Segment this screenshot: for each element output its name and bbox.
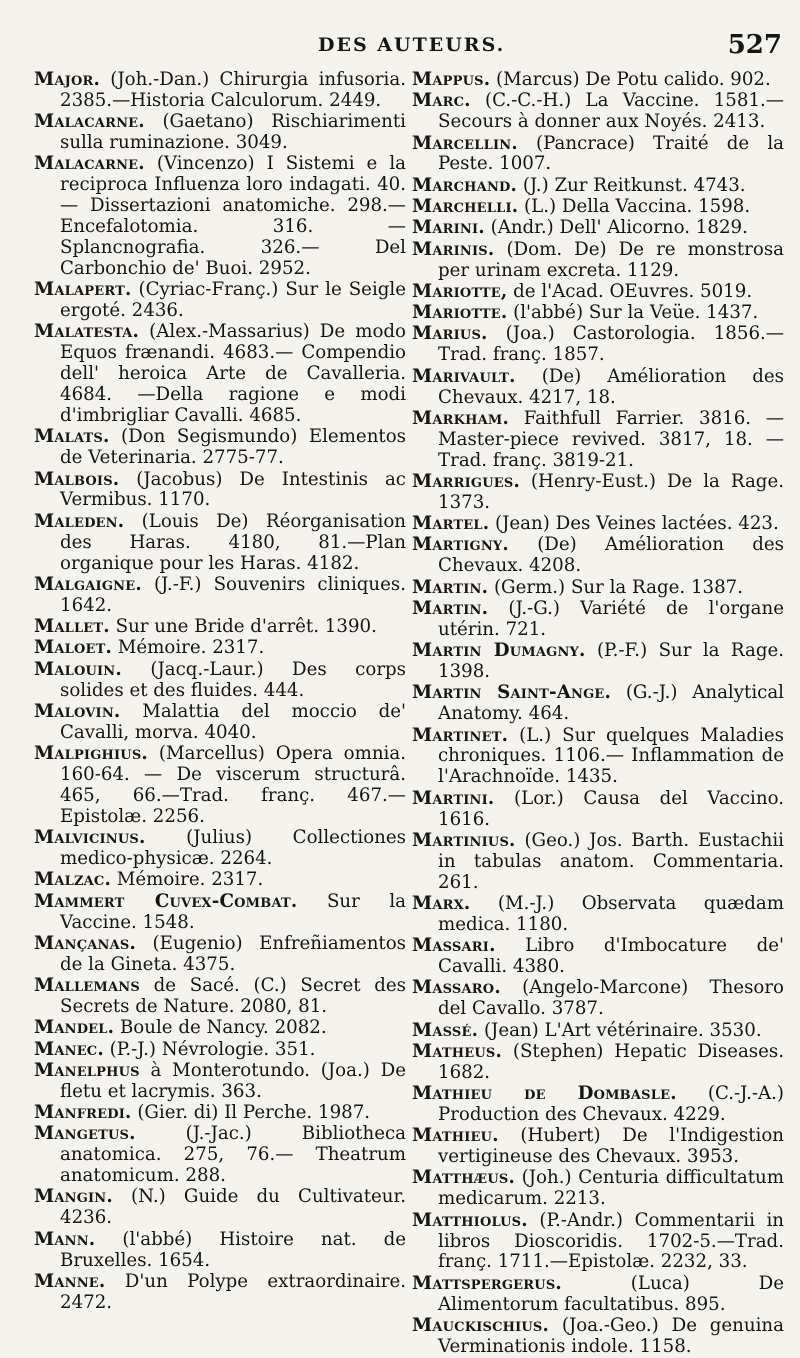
entry-details: (Dom. De) De re monstrosa per urinam excreta. 1129. (438, 238, 784, 281)
index-entry (34, 744, 406, 828)
entry-details: (J.-F.) Souvenirs cliniques. 1642. (60, 573, 406, 616)
index-entry (34, 70, 406, 112)
entry-author-name: Marivault. (412, 365, 516, 387)
entry-details: (Joh.) Centuria difficultatum medicarum. 2213. (438, 1167, 784, 1210)
index-entry (412, 894, 784, 936)
entry-author-name: Mallemans (34, 975, 140, 996)
index-entry (34, 1272, 406, 1314)
entry-details: (Louis De) Réorganisation des Haras. 4180, 81.—Plan organique pour les Haras. 4182. (60, 510, 406, 574)
entry-details: (Geo.) Jos. Barth. Eustachii in tabulas anatom. Commentaria. 261. (438, 829, 784, 893)
entry-author-name: Mappus. (412, 69, 491, 90)
entry-author-name: Mauckischius. (412, 1314, 550, 1336)
entry-details: (De) Amélioration des Chevaux. 4217, 18. (438, 365, 784, 408)
entry-details: (M.-J.) Observata quædam medica. 1180. (438, 892, 784, 935)
entry-details: (N.) Guide du Cultivateur. 4236. (60, 1186, 406, 1229)
index-entry (34, 427, 406, 469)
entry-details: (Joh.-Dan.) Chirurgia infusoria. 2385.—Historia Calculorum. 2449. (60, 69, 406, 111)
entry-author-name: Marc. (412, 90, 471, 112)
entry-author-name: Martel. (412, 513, 490, 535)
entry-details: (l'abbé) Sur la Veüe. 1437. (507, 302, 759, 324)
entry-author-name: Malatesta. (34, 321, 140, 343)
index-entry (412, 324, 784, 366)
index-entry (412, 1021, 784, 1042)
index-entry (34, 976, 406, 1018)
entry-author-name: Mangetus. (34, 1123, 136, 1145)
entry-details: (L.) Sur quelques Maladies chroniques. 1106.— Inflammation de l'Arachnoïde. 1435. (438, 724, 784, 788)
index-entry (34, 892, 406, 934)
index-entry (412, 789, 784, 831)
entry-author-name: Malzac. (34, 869, 112, 891)
index-entry (34, 660, 406, 702)
entry-author-name: Malbois. (34, 468, 120, 490)
index-entry (412, 599, 784, 641)
entry-author-name: Marx. (412, 892, 471, 914)
entry-details: (P.-Andr.) Commentarii in libros Dioscoridis. 1702-5.—Trad. franç. 1711.—Epistolæ. 2232, 33. (438, 1209, 784, 1273)
index-entry (412, 1316, 784, 1358)
index-entry (412, 240, 784, 282)
entry-details: (J.-Jac.) Bibliotheca anatomica. 275, 76.— Theatrum anatomicum. 288. (60, 1123, 406, 1187)
entry-details: (P.-F.) Sur la Rage. 1398. (438, 640, 785, 683)
index-entry (412, 1084, 784, 1126)
entry-author-name: Marini. (412, 217, 485, 239)
entry-details: (Alex.-Massarius) De modo Equos frænandi. 4683.— Compendio dell' heroica Arte de Cavalleria. 4684. —Della ragione e modi d'imbrigliar Cavalli. 4685. (60, 321, 406, 427)
entry-details: Sur la Vaccine. 1548. (60, 890, 406, 933)
entry-details: (Vincenzo) I Sistemi e la reciproca Influenza loro indagati. 40. — Dissertazioni anatomiche. 298.— Encefalotomia. 316. — Splancnografia. 326.— Del Carbonchio de' Buoi. 2952. (60, 153, 406, 279)
index-entry (412, 641, 784, 683)
entry-author-name: Martin Saint-Ange. (412, 682, 612, 704)
entry-details: (Eugenio) Enfreñiamentos de la Gineta. 4375. (60, 932, 406, 975)
index-entry (412, 683, 784, 725)
entry-details: (De) Amélioration des Chevaux. 4208. (438, 534, 784, 577)
entry-details: (L.) Della Vaccina. 1598. (518, 196, 751, 217)
entry-details: (Joa.) Castorologia. 1856.— Trad. franç. 1857. (438, 323, 784, 366)
entry-details: (C.-C.-H.) La Vaccine. 1581.— Secours à donner aux Noyés. 2413. (438, 90, 784, 133)
index-entry (34, 112, 406, 154)
entry-author-name: Maleden. (34, 510, 125, 532)
entry-details: (Cyriac-Franç.) Sur le Seigle ergoté. 2436. (60, 279, 406, 322)
entry-author-name: Matheus. (412, 1040, 503, 1062)
entry-details: Libro d'Imbocature de' Cavalli. 4380. (438, 935, 784, 978)
entry-details: (Jean) L'Art vétérinaire. 3530. (478, 1019, 762, 1041)
entry-author-name: Mandel. (34, 1017, 115, 1039)
entry-author-name: Major. (34, 69, 101, 90)
entry-details: (Don Segismundo) Elementos de Veterinaria. 2775-77. (60, 426, 406, 469)
index-entry (34, 617, 406, 638)
index-entry (412, 831, 784, 894)
running-head: DES AUTEURS. (318, 34, 506, 56)
index-entry (34, 870, 406, 891)
entry-author-name: Martinius. (412, 829, 516, 851)
index-entry (34, 1230, 406, 1272)
entry-details: (Pancrace) Traité de la Peste. 1007. (438, 132, 784, 175)
entry-details: (Andr.) Dell' Alicorno. 1829. (484, 217, 748, 239)
entry-details: à Monterotundo. (Joa.) De fletu et lacrymis. 363. (60, 1059, 406, 1102)
entry-details: (Gier. di) Il Perche. 1987. (131, 1102, 371, 1123)
entry-author-name: Martin. (412, 576, 489, 598)
index-entry (34, 1124, 406, 1187)
entry-details: (J.-G.) Variété de l'organe utérin. 721. (438, 597, 784, 640)
index-entry (34, 1061, 406, 1103)
entry-details: (C.-J.-A.) Production des Chevaux. 4229. (438, 1083, 785, 1125)
index-entry (34, 1187, 406, 1229)
entry-author-name: Martigny. (412, 534, 509, 556)
index-entry (412, 1211, 784, 1274)
index-entry (412, 1168, 784, 1210)
index-entry (34, 1018, 406, 1039)
entry-details: de Sacé. (C.) Secret des Secrets de Nature. 2080, 81. (60, 975, 406, 1017)
entry-details: Malattia del moccio de' Cavalli, morva. 4040. (60, 700, 406, 743)
index-entry (412, 472, 784, 514)
index-entry (34, 1103, 406, 1124)
entry-author-name: Mangin. (34, 1186, 113, 1208)
entry-details: (G.-J.) Analytical Anatomy. 464. (438, 682, 784, 725)
index-entry (412, 1042, 784, 1084)
entry-author-name: Massaro. (412, 977, 501, 999)
entry-author-name: Marinis. (412, 238, 495, 260)
entry-details: (Angelo-Marcone) Thesoro del Cavallo. 3787. (438, 977, 784, 1020)
entry-author-name: Manec. (34, 1038, 104, 1060)
entry-author-name: Manne. (34, 1270, 106, 1292)
entry-details: (J.) Zur Reitkunst. 4743. (517, 174, 746, 196)
entry-details: (l'abbé) Histoire nat. de Bruxelles. 1654. (60, 1228, 406, 1271)
entry-author-name: Mattspergerus. (412, 1272, 562, 1294)
entry-details: de l'Acad. OEuvres. 5019. (507, 280, 753, 302)
entry-author-name: Mariotte. (412, 302, 508, 324)
entry-details: (Germ.) Sur la Rage. 1387. (488, 576, 744, 598)
entry-author-name: Matthæus. (412, 1167, 515, 1189)
index-entry (34, 638, 406, 659)
entry-author-name: Marchand. (412, 174, 518, 196)
index-entry (412, 197, 784, 218)
entry-details: (Lor.) Causa del Vaccino. 1616. (438, 787, 784, 830)
index-entry (412, 535, 784, 577)
index-entry (34, 322, 406, 427)
index-entry (412, 1126, 784, 1168)
entry-author-name: Martinet. (412, 724, 509, 746)
entry-details: (Jacq.-Laur.) Des corps solides et des fluides. 444. (60, 658, 406, 701)
entry-author-name: Martini. (412, 787, 495, 809)
index-entry (412, 1274, 784, 1316)
entry-author-name: Mann. (34, 1228, 96, 1250)
index-entry (412, 578, 784, 599)
entry-details: (Jacobus) De Intestinis ac Vermibus. 1170. (60, 468, 406, 511)
index-entry (34, 934, 406, 976)
index-entry (412, 978, 784, 1020)
entry-author-name: Mallet. (34, 616, 110, 638)
entry-author-name: Mammert Cuvex-Combat. (34, 890, 298, 912)
index-entry (34, 828, 406, 870)
index-entry (412, 514, 784, 535)
entry-author-name: Massé. (412, 1019, 479, 1041)
entry-author-name: Manelphus (34, 1059, 140, 1081)
index-column-left (34, 70, 406, 1314)
index-entry (412, 409, 784, 472)
index-entry (412, 176, 784, 197)
entry-author-name: Martin. (412, 597, 489, 619)
entry-author-name: Malgaigne. (34, 573, 142, 595)
entry-details: (Luca) De Alimentorum facultatibus. 895. (438, 1272, 784, 1315)
entry-details: Mémoire. 2317. (112, 637, 265, 659)
index-entry (412, 134, 784, 176)
index-entry (34, 575, 406, 617)
entry-details: Boule de Nancy. 2082. (114, 1017, 327, 1039)
entry-author-name: Mariotte, (412, 280, 508, 302)
entry-author-name: Mathieu. (412, 1125, 499, 1147)
entry-author-name: Massari. (412, 935, 496, 957)
index-entry (412, 936, 784, 978)
entry-author-name: Maloet. (34, 637, 112, 659)
entry-author-name: Malacarne. (34, 111, 145, 133)
index-entry (412, 91, 784, 133)
entry-details: (Marcus) De Potu calido. 902. (490, 69, 771, 90)
index-entry (34, 470, 406, 512)
entry-author-name: Marius. (412, 323, 488, 345)
entry-author-name: Malats. (34, 426, 110, 448)
index-entry (34, 154, 406, 279)
entry-details: (Joa.-Geo.) De genuina Verminationis indole. 1158. (438, 1314, 784, 1357)
entry-author-name: Markham. (412, 407, 510, 429)
page-header (0, 28, 800, 68)
entry-author-name: Manfredi. (34, 1102, 132, 1123)
entry-author-name: Marcellin. (412, 132, 518, 154)
entry-details: (Stephen) Hepatic Diseases. 1682. (438, 1040, 784, 1083)
entry-details: (Henry-Eust.) De la Rage. 1373. (438, 470, 784, 513)
entry-details: (Jean) Des Veines lactées. 423. (489, 513, 779, 535)
entry-details: (Hubert) De l'Indigestion vertigineuse des Chevaux. 3953. (438, 1125, 784, 1168)
entry-details: D'un Polype extraordinaire. 2472. (60, 1270, 406, 1313)
index-entry (34, 1040, 406, 1061)
index-entry (412, 70, 784, 91)
entry-author-name: Malovin. (34, 700, 121, 722)
index-entry (34, 702, 406, 744)
entry-author-name: Malpighius. (34, 743, 148, 765)
entry-details: (Julius) Collectiones medico-physicæ. 2264. (60, 827, 406, 869)
entry-details: (P.-J.) Névrologie. 351. (103, 1038, 316, 1060)
index-entry (412, 218, 784, 239)
entry-details: Faithfull Farrier. 3816. — Master-piece revived. 3817, 18. — Trad. franç. 3819-21. (438, 407, 784, 471)
entry-details: Sur une Bride d'arrêt. 1390. (109, 616, 377, 638)
index-entry (34, 512, 406, 575)
entry-author-name: Malouin. (34, 658, 122, 680)
entry-author-name: Marrigues. (412, 470, 520, 492)
entry-author-name: Malapert. (34, 279, 132, 301)
entry-author-name: Malvicinus. (34, 827, 146, 849)
entry-author-name: Mathieu de Dombasle. (412, 1083, 677, 1105)
entry-author-name: Mançanas. (34, 932, 137, 954)
index-column-right (412, 70, 784, 1358)
entry-details: (Marcellus) Opera omnia. 160-64. — De viscerum structurâ. 465, 66.—Trad. franç. 467.—Epistolæ. 2256. (60, 743, 406, 827)
index-entry (412, 367, 784, 409)
index-entry (412, 303, 784, 324)
index-entry (412, 726, 784, 789)
entry-author-name: Matthiolus. (412, 1209, 528, 1231)
entry-details: (Gaetano) Rischiarimenti sulla ruminazione. 3049. (60, 111, 406, 154)
entry-author-name: Martin Dumagny. (412, 640, 586, 662)
index-entry (412, 282, 784, 303)
entry-author-name: Malacarne. (34, 153, 145, 175)
index-entry (34, 280, 406, 322)
entry-author-name: Marchelli. (412, 196, 519, 217)
entry-details: Mémoire. 2317. (111, 869, 264, 891)
page-number: 527 (727, 30, 782, 60)
